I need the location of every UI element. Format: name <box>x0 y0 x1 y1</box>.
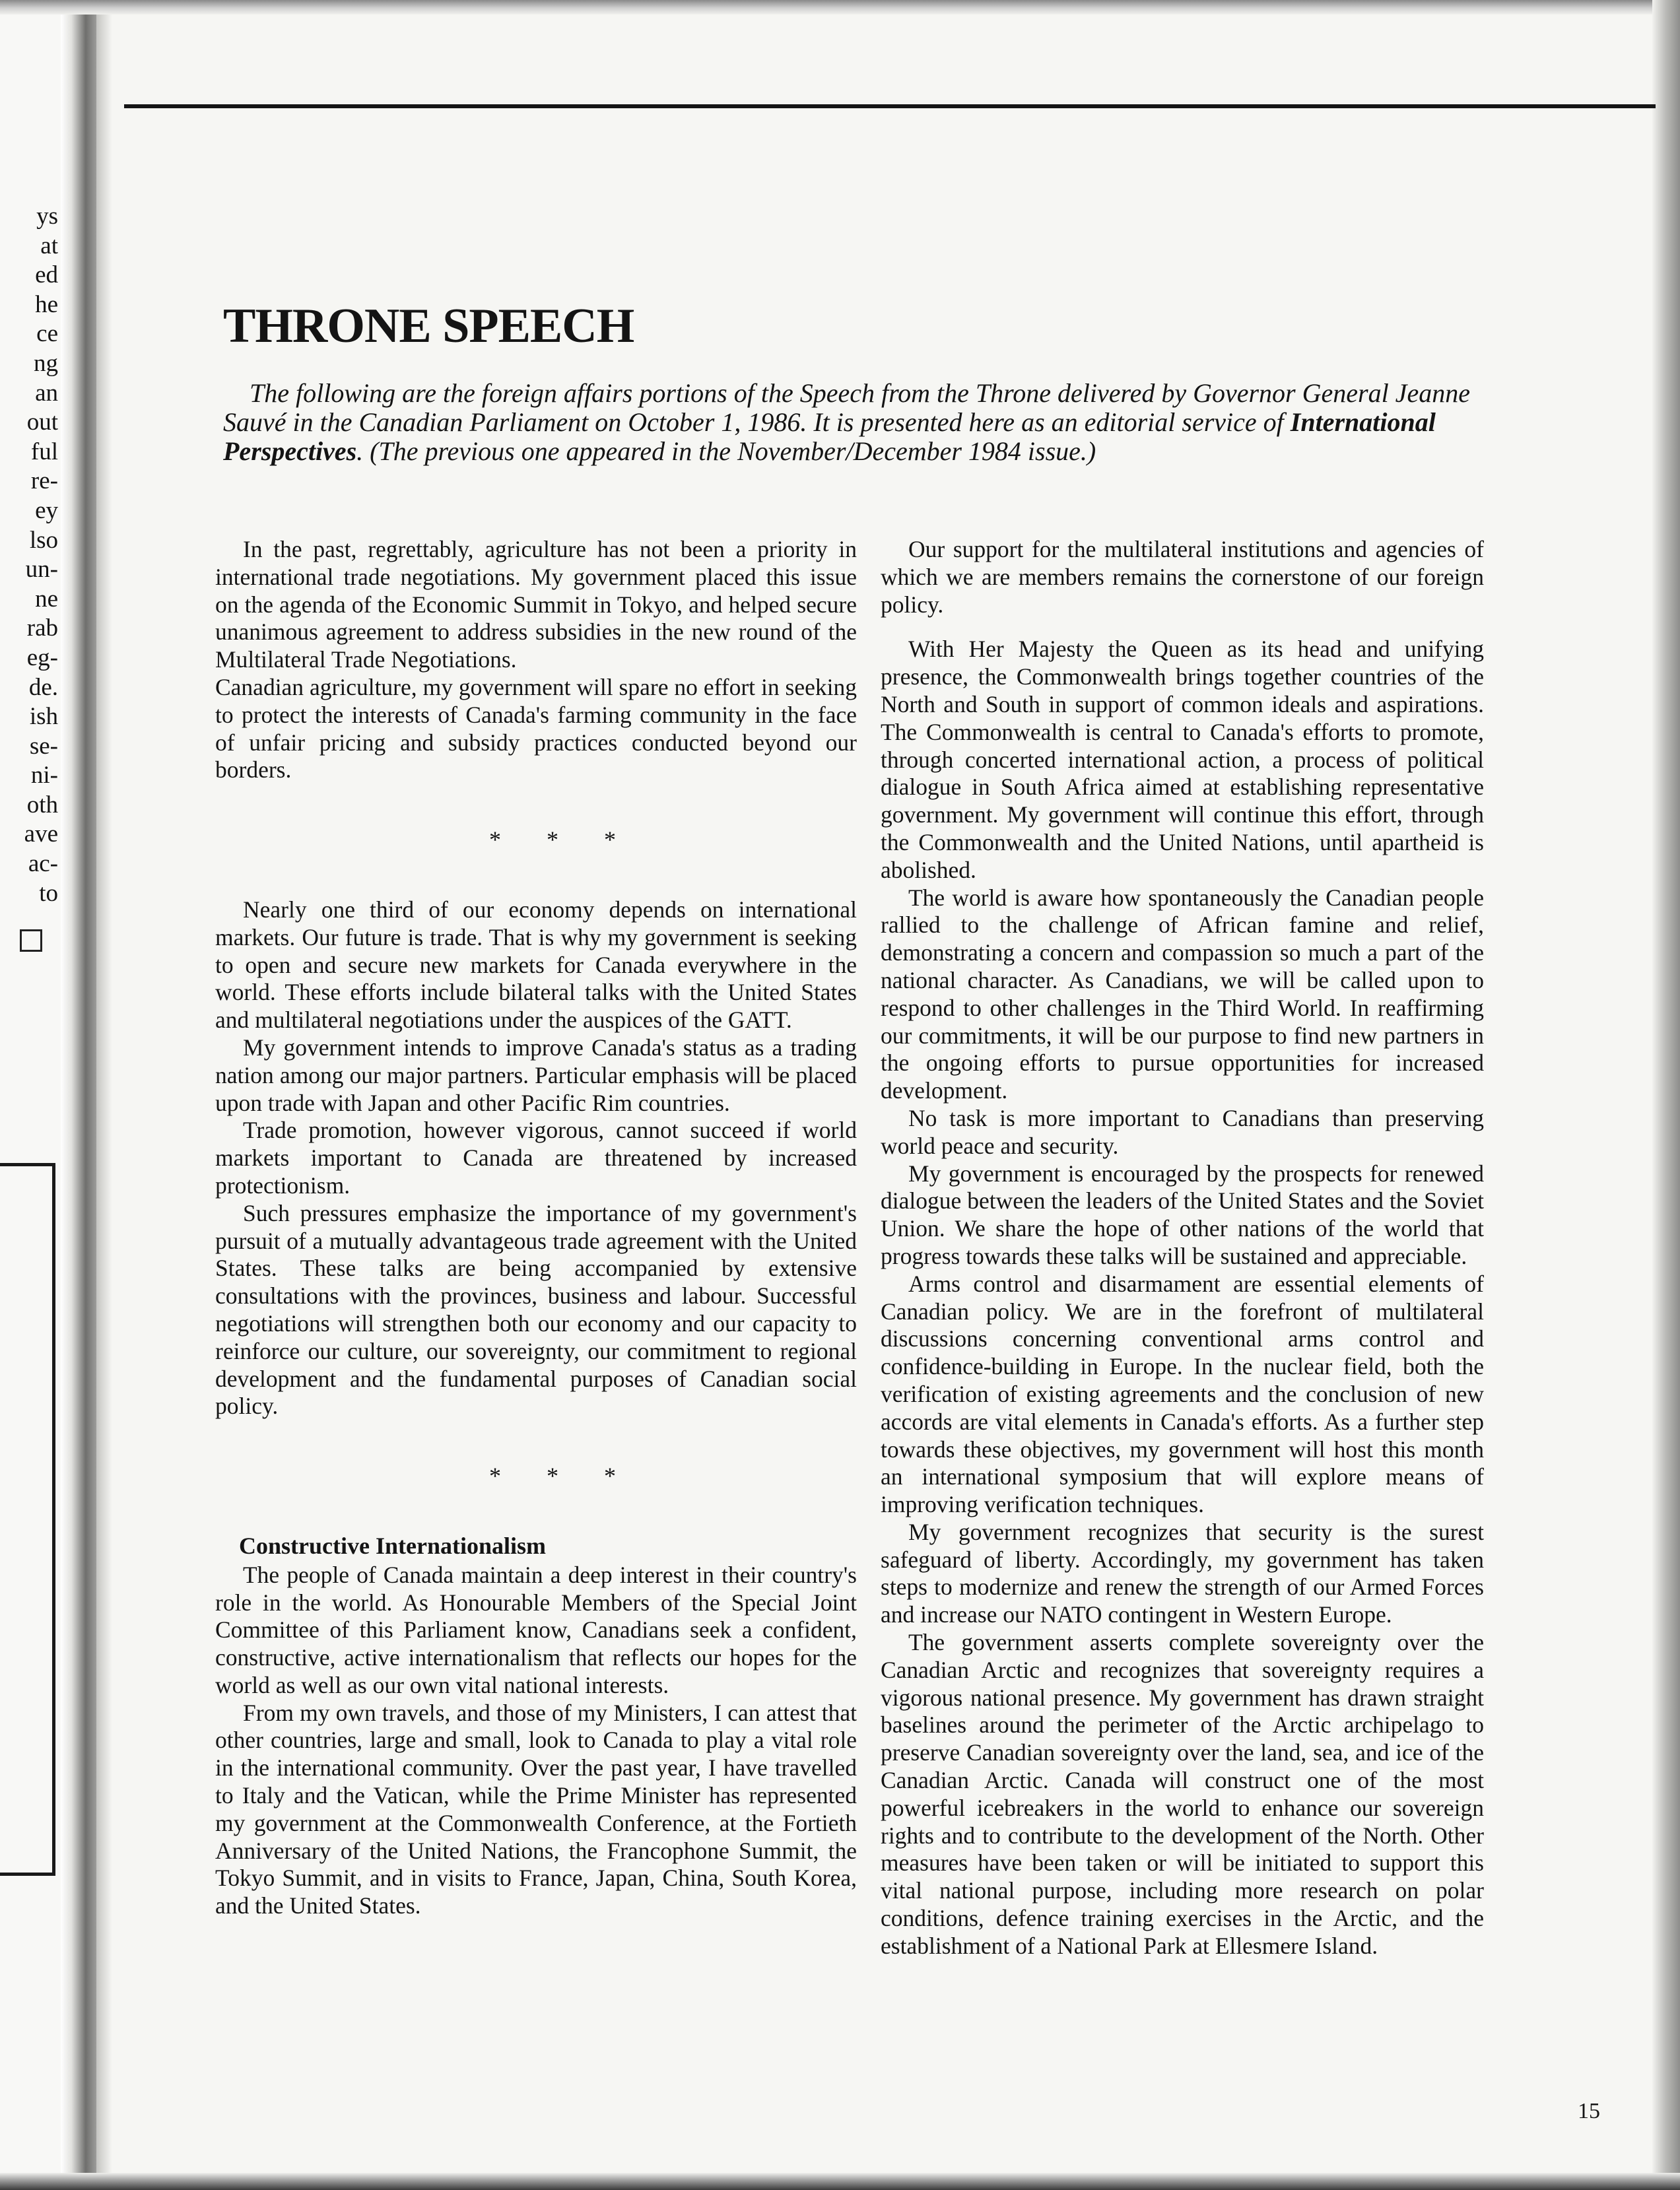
adjacent-page-fragment: ni- <box>30 762 58 789</box>
adjacent-page-fragment: se- <box>29 732 58 760</box>
paragraph: The people of Canada maintain a deep interest in their country's role in the world. As Honourable Members of the Special Joint Committee of this Parliament know, Canadians seek a confident, constructive, active internationalism that reflects our hopes for the world as well as our own vital national interests. <box>215 1561 857 1698</box>
spine-shadow <box>96 0 112 2190</box>
adjacent-page-fragment: ish <box>29 703 58 731</box>
adjacent-page-fragment: an <box>35 379 58 407</box>
page-title: THRONE SPEECH <box>223 299 634 353</box>
intro-text-end: . (The previous one appeared in the November/December 1984 issue.) <box>356 436 1096 466</box>
section-separator: * * * <box>489 1463 636 1490</box>
adjacent-page-fragment: at <box>40 232 58 259</box>
left-column <box>215 536 857 1920</box>
intro-text: The following are the foreign affairs portions of the Speech from the Throne delivered by Governor General Jeanne Sauvé in the Canadian Parliament on October 1, 1986. It is presented here as an editorial service of <box>223 378 1470 437</box>
paragraph: Our support for the multilateral institutions and agencies of which we are members remains the cornerstone of our foreign policy. <box>881 536 1484 618</box>
section-heading: Constructive Internationalism <box>239 1532 546 1559</box>
adjacent-page-fragment: un- <box>25 556 58 583</box>
adjacent-page-text <box>0 202 58 908</box>
adjacent-page <box>0 0 61 2190</box>
right-column <box>881 536 1484 1960</box>
scan-edge-right <box>1652 0 1680 2190</box>
paragraph: Nearly one third of our economy depends on international markets. Our future is trade. That is why my government is seeking to open and secure new markets for Canada everywhere in the world. These efforts include bilateral talks with the United States and multilateral negotiations under the auspices of the GATT. <box>215 896 857 1034</box>
paragraph: No task is more important to Canadians than preserving world peace and security. <box>881 1104 1484 1159</box>
adjacent-page-fragment: ave <box>24 820 58 848</box>
adjacent-page-fragment: oth <box>26 791 58 818</box>
end-mark-box <box>20 929 42 952</box>
adjacent-page-fragment: ng <box>34 349 58 377</box>
adjacent-page-fragment: re- <box>30 467 58 495</box>
adjacent-page-fragment: rab <box>26 614 58 642</box>
adjacent-page-fragment: ce <box>36 320 58 348</box>
paragraph: Such pressures emphasize the importance of my government's pursuit of a mutually advantageous trade agreement with the United States. These talks are being accompanied by extensive consultations with the provinces, business and labour. Successful negotiations will strengthen both our economy and our capacity to reinforce our culture, our sovereignty, our commitment to regional development and the fundamental purposes of Canadian social policy. <box>215 1199 857 1420</box>
paragraph: Trade promotion, however vigorous, cannot succeed if world markets important to Canada are threatened by increased protectionism. <box>215 1117 857 1199</box>
paragraph: My government recognizes that security is the surest safeguard of liberty. Accordingly, my government has taken steps to modernize and renew the strength of our Armed Forces and increase our NATO contingent in Western Europe. <box>881 1518 1484 1628</box>
adjacent-page-fragment: ful <box>30 438 58 465</box>
paragraph: With Her Majesty the Queen as its head and unifying presence, the Commonwealth brings together countries of the North and South in support of common ideals and aspirations. The Commonwealth is central to Canada's efforts to promote, through concerted international action, a process of political dialogue in South Africa aimed at establishing representative government. My government will continue this effort, through the Commonwealth and the United Nations, until apartheid is abolished. <box>881 636 1484 883</box>
paragraph: The world is aware how spontaneously the Canadian people rallied to the challenge of African famine and relief, demonstrating a concern and compassion so much a part of the national character. As Canadians, we will be called upon to respond to other challenges in the Third World. In reaffirming our commitments, it will be our purpose to find new partners in the ongoing efforts to pursue opportunities for increased development. <box>881 884 1484 1104</box>
paragraph: Arms control and disarmament are essential elements of Canadian policy. We are in the forefront of multilateral discussions concerning conventional arms control and confidence-building in Europe. In the nuclear field, both the verification of existing agreements and the conclusion of new accords are vital elements in Canada's efforts. As a further step towards these objectives, my government will host this month an international symposium that will explore means of improving verification techniques. <box>881 1270 1484 1518</box>
scan-edge-bottom <box>0 2173 1680 2190</box>
paragraph: My government intends to improve Canada's status as a trading nation among our major partners. Particular emphasis will be placed upon trade with Japan and other Pacific Rim countries. <box>215 1034 857 1116</box>
adjacent-page-fragment: lso <box>29 526 58 554</box>
page-number: 15 <box>1578 2099 1600 2123</box>
section-separator: * * * <box>489 826 636 853</box>
scan-edge-top <box>0 0 1680 15</box>
adjacent-page-fragment: ac- <box>28 850 58 878</box>
paragraph: The government asserts complete sovereignty over the Canadian Arctic and recognizes that sovereignty requires a vigorous national presence. My government has drawn straight baselines around the perimeter of the Arctic archipelago to preserve Canadian sovereignty over the land, sea, and ice of the Canadian Arctic. Canada will construct one of the most powerful icebreakers in the world to enhance our sovereign rights and to contribute to the development of the North. Other measures have been taken or will be initiated to support this vital national purpose, including more research on polar conditions, defence training exercises in the Arctic, and the establishment of a National Park at Ellesmere Island. <box>881 1629 1484 1959</box>
intro-paragraph <box>223 379 1504 466</box>
header-rule <box>124 104 1656 108</box>
adjacent-page-frame <box>0 1163 55 1876</box>
paragraph: My government is encouraged by the prospects for renewed dialogue between the leaders of the United States and the Soviet Union. We share the hope of other nations of the world that progress towards these talks will be sustained and appreciable. <box>881 1160 1484 1269</box>
book-spine <box>61 0 96 2190</box>
paragraph: From my own travels, and those of my Ministers, I can attest that other countries, large and small, look to Canada to play a vital role in the international community. Over the past year, I have travelled to Italy and the Vatican, while the Prime Minister has represented my government at the Commonwealth Conference, at the Fortieth Anniversary of the United Nations, the Francophone Summit, the Tokyo Summit, and in visits to France, Japan, China, South Korea, and the United States. <box>215 1699 857 1919</box>
adjacent-page-fragment: eg- <box>26 644 58 671</box>
adjacent-page-fragment: ys <box>36 203 58 230</box>
adjacent-page-fragment: de. <box>28 673 58 701</box>
adjacent-page-fragment: he <box>35 290 58 318</box>
paragraph: Canadian agriculture, my government will spare no effort in seeking to protect the interests of Canada's farming community in the face of unfair pricing and subsidy practices conducted beyond our borders. <box>215 673 857 783</box>
adjacent-page-fragment: to <box>39 879 58 907</box>
paragraph: In the past, regrettably, agriculture has not been a priority in international trade negotiations. My government placed this issue on the agenda of the Economic Summit in Tokyo, and helped secure unanimous agreement to address subsidies in the new round of the Multilateral Trade Negotiations. <box>215 536 857 673</box>
adjacent-page-fragment: ey <box>35 496 58 524</box>
adjacent-page-fragment: ne <box>35 585 58 613</box>
adjacent-page-fragment: out <box>26 409 58 436</box>
publication-name: International Perspectives <box>223 407 1436 466</box>
adjacent-page-fragment: ed <box>35 261 58 289</box>
